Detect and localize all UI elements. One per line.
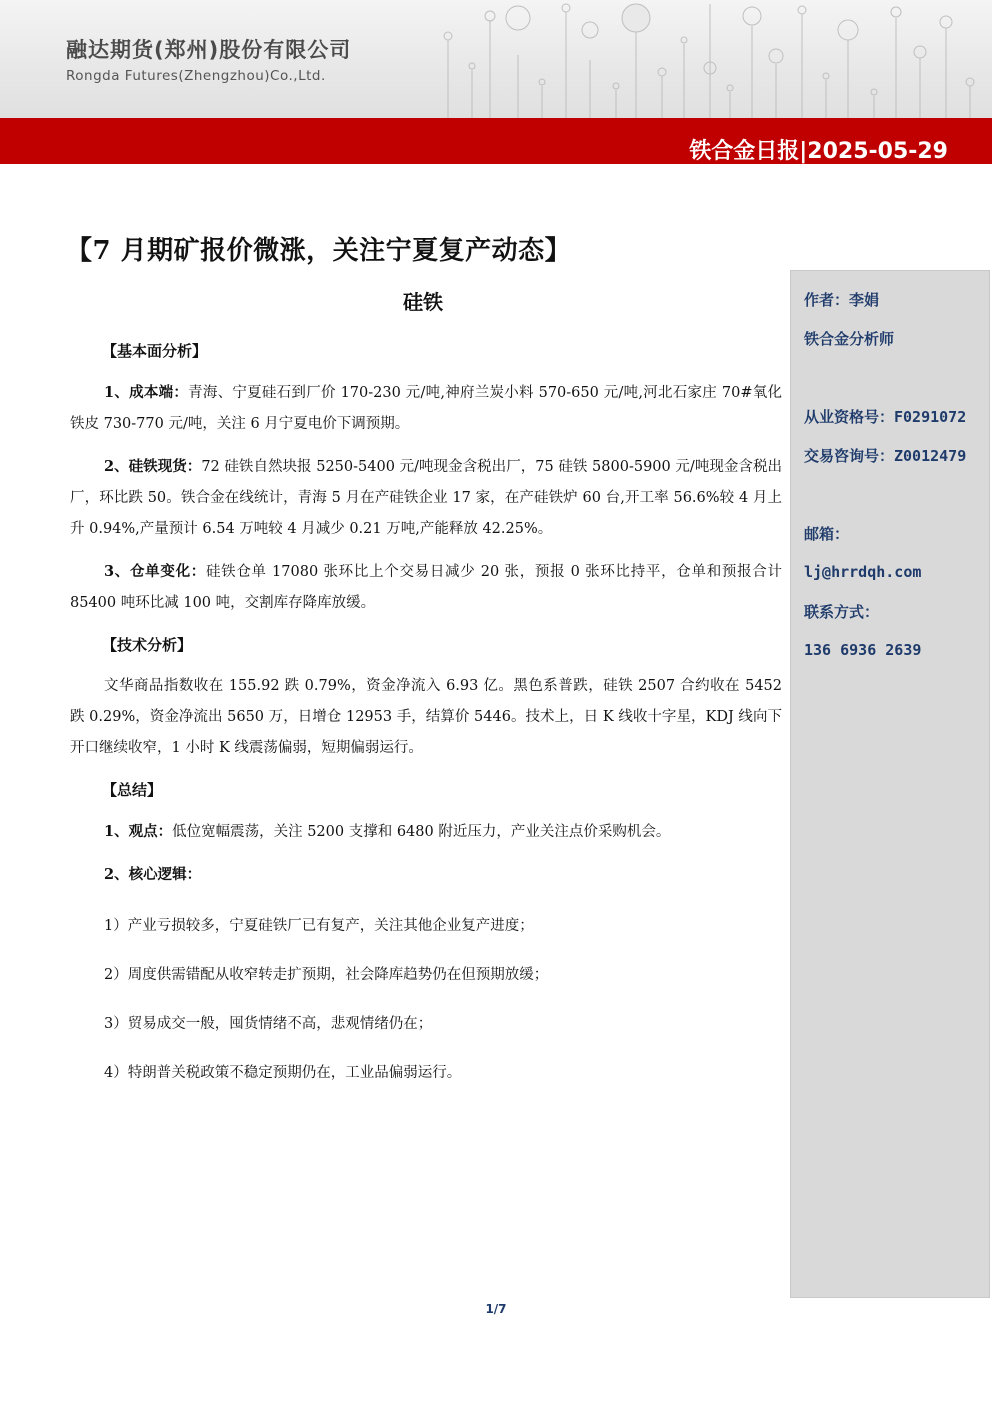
section-heading: 【基本面分析】 xyxy=(102,342,208,360)
consult-number: 交易咨询号：Z0012479 xyxy=(804,447,967,465)
paragraph-text: 文华商品指数收在 155.92 跌 0.79%，资金净流入 6.93 亿。黑色系普跌，硅铁 2507 合约收在 5452 跌 0.29%，资金净流出 5650 万，日增仓 12953 手，结算价 5446。技术上，日 K 线收十字星，KDJ 线向下开口继续收窄，1 小时 K 线震荡偏弱，短期偏弱运行。 xyxy=(70,678,782,756)
phone-number: 136 6936 2639 xyxy=(804,641,922,659)
list-item: 4）特朗普关税政策不稳定预期仍在，工业品偏弱运行。 xyxy=(104,1065,462,1081)
paragraph-lead: 3、仓单变化： xyxy=(104,563,206,580)
paragraph-text: 青海、宁夏硅石到厂价 170-230 元/吨,神府兰炭小料 570-650 元/吨,河北石家庄 70#氧化铁皮 730-770 元/吨，关注 6 月宁夏电价下调预期。 xyxy=(70,385,783,432)
paragraph-lead: 2、核心逻辑： xyxy=(104,866,202,883)
company-name-en: Rongda Futures(Zhengzhou)Co.,Ltd. xyxy=(66,68,326,84)
list-item: 1）产业亏损较多，宁夏硅铁厂已有复产，关注其他企业复产进度； xyxy=(104,918,534,934)
paragraph-cost xyxy=(70,377,782,440)
paragraph-lead: 1、观点： xyxy=(104,823,173,840)
paragraph-lead: 1、成本端： xyxy=(104,384,189,401)
email-link[interactable]: lj@hrrdqh.com xyxy=(804,563,922,581)
page-number: 1/7 xyxy=(485,1302,507,1316)
paragraph-text: 72 硅铁自然块报 5250-5400 元/吨现金含税出厂，75 硅铁 5800-5900 元/吨现金含税出厂，环比跌 50。铁合金在线统计，青海 5 月在产硅铁企业 17 家，在产硅铁炉 60 台,开工率 56.6%较 4 月上升 0.94%,产量预计 6.54 万吨较 4 月减少 0.21 万吨,产能释放 42.25%。 xyxy=(70,459,782,537)
list-item: 3）贸易成交一般，囤货情绪不高，悲观情绪仍在； xyxy=(104,1016,433,1032)
author-name: 作者：李娟 xyxy=(804,291,880,309)
qualification-number: 从业资格号：F0291072 xyxy=(804,408,967,426)
email-label: 邮箱： xyxy=(804,525,850,543)
paragraph-logic xyxy=(70,859,782,891)
author-role: 铁合金分析师 xyxy=(804,330,895,348)
section-heading: 【总结】 xyxy=(102,781,163,799)
company-name-cn: 融达期货(郑州)股份有限公司 xyxy=(66,38,352,62)
paragraph-text: 硅铁仓单 17080 张环比上个交易日减少 20 张，预报 0 张环比持平，仓单和预报合计 85400 吨环比减 100 吨，交割库存降库放缓。 xyxy=(70,564,782,611)
paragraph-view xyxy=(70,816,782,848)
paragraph-warrant xyxy=(70,556,782,619)
paragraph-text: 低位宽幅震荡，关注 5200 支撑和 6480 附近压力，产业关注点价采购机会。 xyxy=(172,824,671,840)
company-logo xyxy=(66,34,351,84)
header-decoration xyxy=(430,0,992,118)
contact-label: 联系方式： xyxy=(804,603,880,621)
paragraph-spot xyxy=(70,451,782,545)
author-sidebar xyxy=(790,270,990,1298)
paragraph-lead: 2、硅铁现货： xyxy=(104,458,202,475)
article-body xyxy=(70,336,782,1107)
paragraph-technical xyxy=(70,671,782,764)
article-subtitle: 硅铁 xyxy=(403,290,443,314)
section-heading: 【技术分析】 xyxy=(102,636,193,654)
report-title: 铁合金日报|2025-05-29 xyxy=(689,139,948,164)
list-item: 2）周度供需错配从收窄转走扩预期，社会降库趋势仍在但预期放缓； xyxy=(104,967,549,983)
article-title: 【7 月期矿报价微涨，关注宁夏复产动态】 xyxy=(66,236,572,266)
